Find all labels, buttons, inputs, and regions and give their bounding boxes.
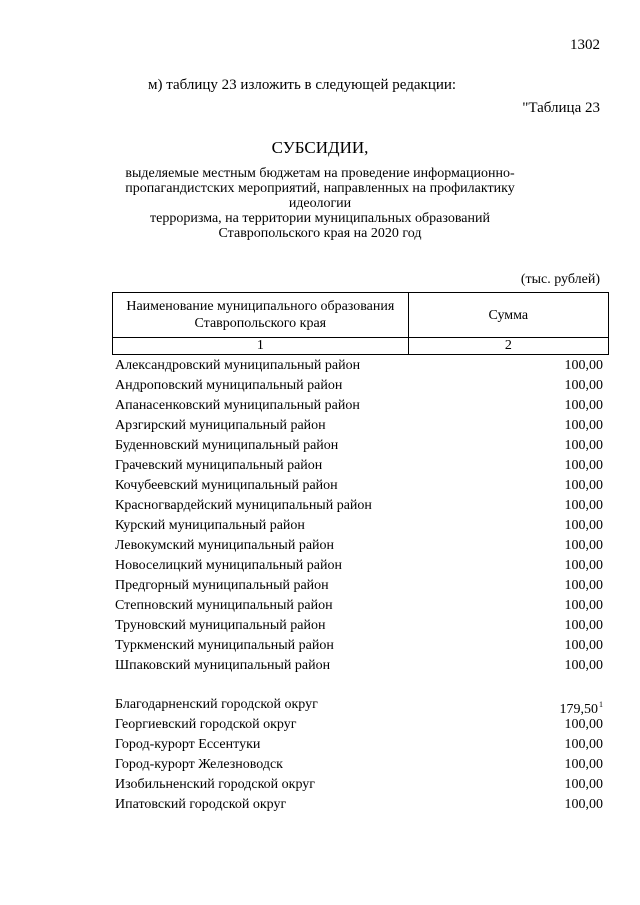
table-row [115, 656, 605, 676]
header-sum: Сумма [408, 293, 608, 338]
table-row [115, 755, 605, 775]
municipality-name: Буденновский муниципальный район [115, 438, 339, 453]
municipality-name: Туркменский муниципальный район [115, 638, 334, 653]
amount-value: 100,00 [564, 438, 603, 453]
header-name: Наименование муниципального образования Ставропольского края [113, 293, 409, 338]
amount-value: 100,00 [564, 717, 603, 732]
table-row [115, 596, 605, 616]
footnote-marker: 1 [599, 700, 603, 709]
table-row [115, 556, 605, 576]
table-row [115, 356, 605, 376]
subsidy-amount [565, 656, 604, 676]
amount-value: 100,00 [564, 757, 603, 772]
municipality-name: Апанасенковский муниципальный район [115, 398, 360, 413]
amount-value: 100,00 [564, 558, 603, 573]
amount-value: 179,50 [559, 702, 598, 717]
subsidy-amount [565, 456, 604, 476]
municipality-name: Предгорный муниципальный район [115, 578, 329, 593]
table-reference: "Таблица 23 [522, 100, 600, 116]
subsidy-amount [565, 556, 604, 576]
municipality-name: Георгиевский городской округ [115, 717, 297, 732]
amount-value: 100,00 [564, 418, 603, 433]
municipality-name: Новоселицкий муниципальный район [115, 558, 342, 573]
table-row [115, 735, 605, 755]
subsidy-amount [565, 795, 604, 815]
subsidy-amount [565, 516, 604, 536]
municipality-name: Изобильненский городской округ [115, 777, 316, 792]
amount-value: 100,00 [564, 797, 603, 812]
table-row [115, 376, 605, 396]
amount-value: 100,00 [564, 498, 603, 513]
amount-value: 100,00 [564, 478, 603, 493]
table-row [115, 695, 605, 715]
municipality-name: Труновский муниципальный район [115, 618, 326, 633]
table-row [115, 436, 605, 456]
table-row [115, 456, 605, 476]
amount-value: 100,00 [564, 538, 603, 553]
amount-value: 100,00 [564, 378, 603, 393]
subsidy-amount [565, 476, 604, 496]
municipality-name: Степновский муниципальный район [115, 598, 333, 613]
subsidy-amount [565, 536, 604, 556]
table-row [115, 416, 605, 436]
document-subtitle [95, 166, 545, 241]
subsidy-amount [565, 636, 604, 656]
subtitle-line: выделяемые местным бюджетам на проведение информационно- [125, 166, 515, 181]
amount-value: 100,00 [564, 578, 603, 593]
column-number-1: 1 [113, 338, 409, 355]
amount-value: 100,00 [564, 638, 603, 653]
units-label: (тыс. рублей) [520, 272, 600, 287]
subsidy-amount [565, 596, 604, 616]
subsidy-amount [565, 496, 604, 516]
subsidy-table-header [112, 292, 609, 355]
municipality-name: Благодарненский городской округ [115, 697, 318, 712]
subsidy-amount [565, 576, 604, 596]
table-row [115, 576, 605, 596]
subsidy-amount [565, 356, 604, 376]
municipality-name: Александровский муниципальный район [115, 358, 361, 373]
intro-text: м) таблицу 23 изложить в следующей редакции: [148, 77, 457, 93]
subsidy-amount [565, 755, 604, 775]
subtitle-line: пропагандистских мероприятий, направленных на профилактику идеологии [125, 181, 515, 211]
amount-value: 100,00 [564, 598, 603, 613]
table-row [115, 715, 605, 735]
amount-value: 100,00 [564, 518, 603, 533]
table-row [115, 636, 605, 656]
amount-value: 100,00 [564, 458, 603, 473]
municipality-name: Арзгирский муниципальный район [115, 418, 326, 433]
amount-value: 100,00 [564, 658, 603, 673]
municipality-name: Красногвардейский муниципальный район [115, 498, 372, 513]
document-title: СУБСИДИИ, [271, 138, 369, 157]
districts-list [115, 356, 605, 676]
okrugs-list [115, 695, 605, 815]
subsidy-amount [565, 436, 604, 456]
municipality-name: Шпаковский муниципальный район [115, 658, 331, 673]
amount-value: 100,00 [564, 358, 603, 373]
municipality-name: Город-курорт Железноводск [115, 757, 283, 772]
subsidy-amount [565, 376, 604, 396]
table-row [115, 476, 605, 496]
municipality-name: Курский муниципальный район [115, 518, 305, 533]
municipality-name: Андроповский муниципальный район [115, 378, 343, 393]
subsidy-amount [565, 735, 604, 755]
table-row [115, 536, 605, 556]
table-row [115, 516, 605, 536]
table-row [115, 396, 605, 416]
municipality-name: Ипатовский городской округ [115, 797, 287, 812]
subsidy-amount [565, 616, 604, 636]
column-number-2: 2 [408, 338, 608, 355]
municipality-name: Грачевский муниципальный район [115, 458, 323, 473]
table-row [115, 775, 605, 795]
table-row [115, 496, 605, 516]
subtitle-line: терроризма, на территории муниципальных образований [150, 211, 490, 226]
table-row [115, 616, 605, 636]
subsidy-amount [565, 775, 604, 795]
amount-value: 100,00 [564, 737, 603, 752]
municipality-name: Город-курорт Ессентуки [115, 737, 261, 752]
subtitle-line: Ставропольского края на 2020 год [218, 226, 422, 241]
amount-value: 100,00 [564, 618, 603, 633]
municipality-name: Кочубеевский муниципальный район [115, 478, 338, 493]
amount-value: 100,00 [564, 777, 603, 792]
subsidy-amount [565, 396, 604, 416]
municipality-name: Левокумский муниципальный район [115, 538, 335, 553]
table-row [115, 795, 605, 815]
amount-value: 100,00 [564, 398, 603, 413]
subsidy-amount [565, 416, 604, 436]
page-number: 1302 [570, 37, 600, 53]
subsidy-amount [565, 715, 604, 735]
